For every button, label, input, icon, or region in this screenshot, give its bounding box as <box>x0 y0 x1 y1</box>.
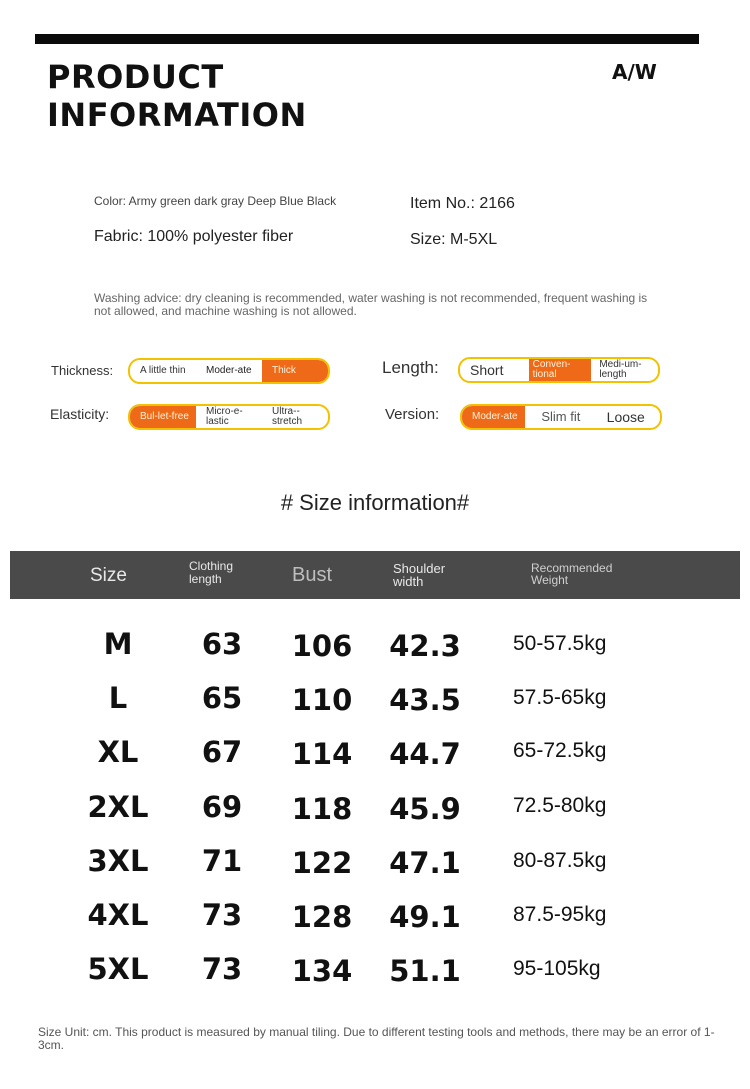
header-clothing-length: Clothing length <box>189 559 234 586</box>
cell-bust: 118 <box>291 792 353 826</box>
color-info: Color: Army green dark gray Deep Blue Black <box>94 194 337 208</box>
version-scale <box>460 404 662 430</box>
length-label: Length: <box>382 358 439 377</box>
cell-weight: 65-72.5kg <box>513 739 607 762</box>
top-rule <box>35 34 699 44</box>
size-table-header <box>10 551 740 599</box>
length-option-1: Short <box>470 362 504 378</box>
cell-bust: 114 <box>291 737 353 771</box>
cell-size: L <box>108 681 128 715</box>
cell-weight: 50-57.5kg <box>513 632 607 655</box>
page-title <box>47 58 307 134</box>
header-bust: Bust <box>292 564 333 586</box>
cell-clothing-length: 65 <box>201 681 243 715</box>
cell-clothing-length: 73 <box>201 898 243 932</box>
cell-size: 5XL <box>87 952 149 986</box>
cell-weight: 57.5-65kg <box>513 686 607 709</box>
elasticity-option-3: Ultra--stretch <box>272 406 303 427</box>
fabric-info: Fabric: 100% polyester fiber <box>94 228 294 245</box>
version-option-2: Slim fit <box>541 409 581 424</box>
elasticity-option-2: Micro-e-lastic <box>206 406 243 427</box>
cell-clothing-length: 67 <box>201 735 243 769</box>
cell-weight: 72.5-80kg <box>513 794 607 817</box>
cell-bust: 128 <box>291 900 353 934</box>
item-number: Item No.: 2166 <box>410 195 515 212</box>
cell-bust: 122 <box>291 846 353 880</box>
title-line-2: INFORMATION <box>47 96 307 134</box>
cell-weight: 87.5-95kg <box>513 903 607 926</box>
cell-size: 3XL <box>87 844 149 878</box>
cell-size: XL <box>97 735 139 769</box>
cell-clothing-length: 71 <box>201 844 243 878</box>
cell-bust: 106 <box>291 629 353 663</box>
cell-shoulder-width: 45.9 <box>389 792 461 826</box>
season-mark: A/W <box>612 60 657 84</box>
header-shoulder-width: Shoulder width <box>393 561 446 589</box>
cell-clothing-length: 69 <box>201 790 243 824</box>
cell-shoulder-width: 44.7 <box>389 737 461 771</box>
header-recommended-weight: Recommended Weight <box>531 561 613 587</box>
cell-clothing-length: 73 <box>201 952 243 986</box>
elasticity-label: Elasticity: <box>50 406 110 422</box>
cell-weight: 95-105kg <box>513 957 601 980</box>
length-option-3: Medi-um-length <box>599 359 642 380</box>
length-scale <box>458 357 660 383</box>
cell-size: M <box>103 627 133 661</box>
cell-shoulder-width: 43.5 <box>389 683 461 717</box>
cell-bust: 134 <box>291 954 353 988</box>
length-option-2: Conven-tional <box>529 359 592 381</box>
size-section-title: # Size information# <box>280 490 470 515</box>
title-line-1: PRODUCT <box>47 58 224 96</box>
cell-shoulder-width: 42.3 <box>389 629 461 663</box>
size-range: Size: M-5XL <box>410 231 498 248</box>
cell-shoulder-width: 47.1 <box>389 846 461 880</box>
version-option-1: Moder-ate <box>462 406 525 428</box>
cell-shoulder-width: 49.1 <box>389 900 461 934</box>
thickness-option-3: Thick <box>262 360 328 382</box>
measurement-footnote: Size Unit: cm. This product is measured by manual tiling. Due to different testing tools and methods, there may be an error of 1-3cm. <box>38 1025 715 1052</box>
washing-advice: Washing advice: dry cleaning is recommended, water washing is not recommended, frequent washing is not allowed, and machine washing is not allowed. <box>94 291 648 318</box>
header-size: Size <box>90 565 127 586</box>
thickness-option-1: A little thin <box>140 365 186 376</box>
cell-weight: 80-87.5kg <box>513 849 607 872</box>
cell-size: 2XL <box>87 790 149 824</box>
elasticity-scale <box>128 404 330 430</box>
thickness-label: Thickness: <box>51 363 114 378</box>
cell-shoulder-width: 51.1 <box>389 954 461 988</box>
thickness-scale <box>128 358 330 384</box>
cell-bust: 110 <box>291 683 353 717</box>
cell-clothing-length: 63 <box>201 627 243 661</box>
elasticity-option-1: Bul-let-free <box>130 406 196 428</box>
cell-size: 4XL <box>87 898 149 932</box>
version-option-3: Loose <box>606 409 645 425</box>
thickness-option-2: Moder-ate <box>206 365 252 376</box>
version-label: Version: <box>385 406 440 423</box>
